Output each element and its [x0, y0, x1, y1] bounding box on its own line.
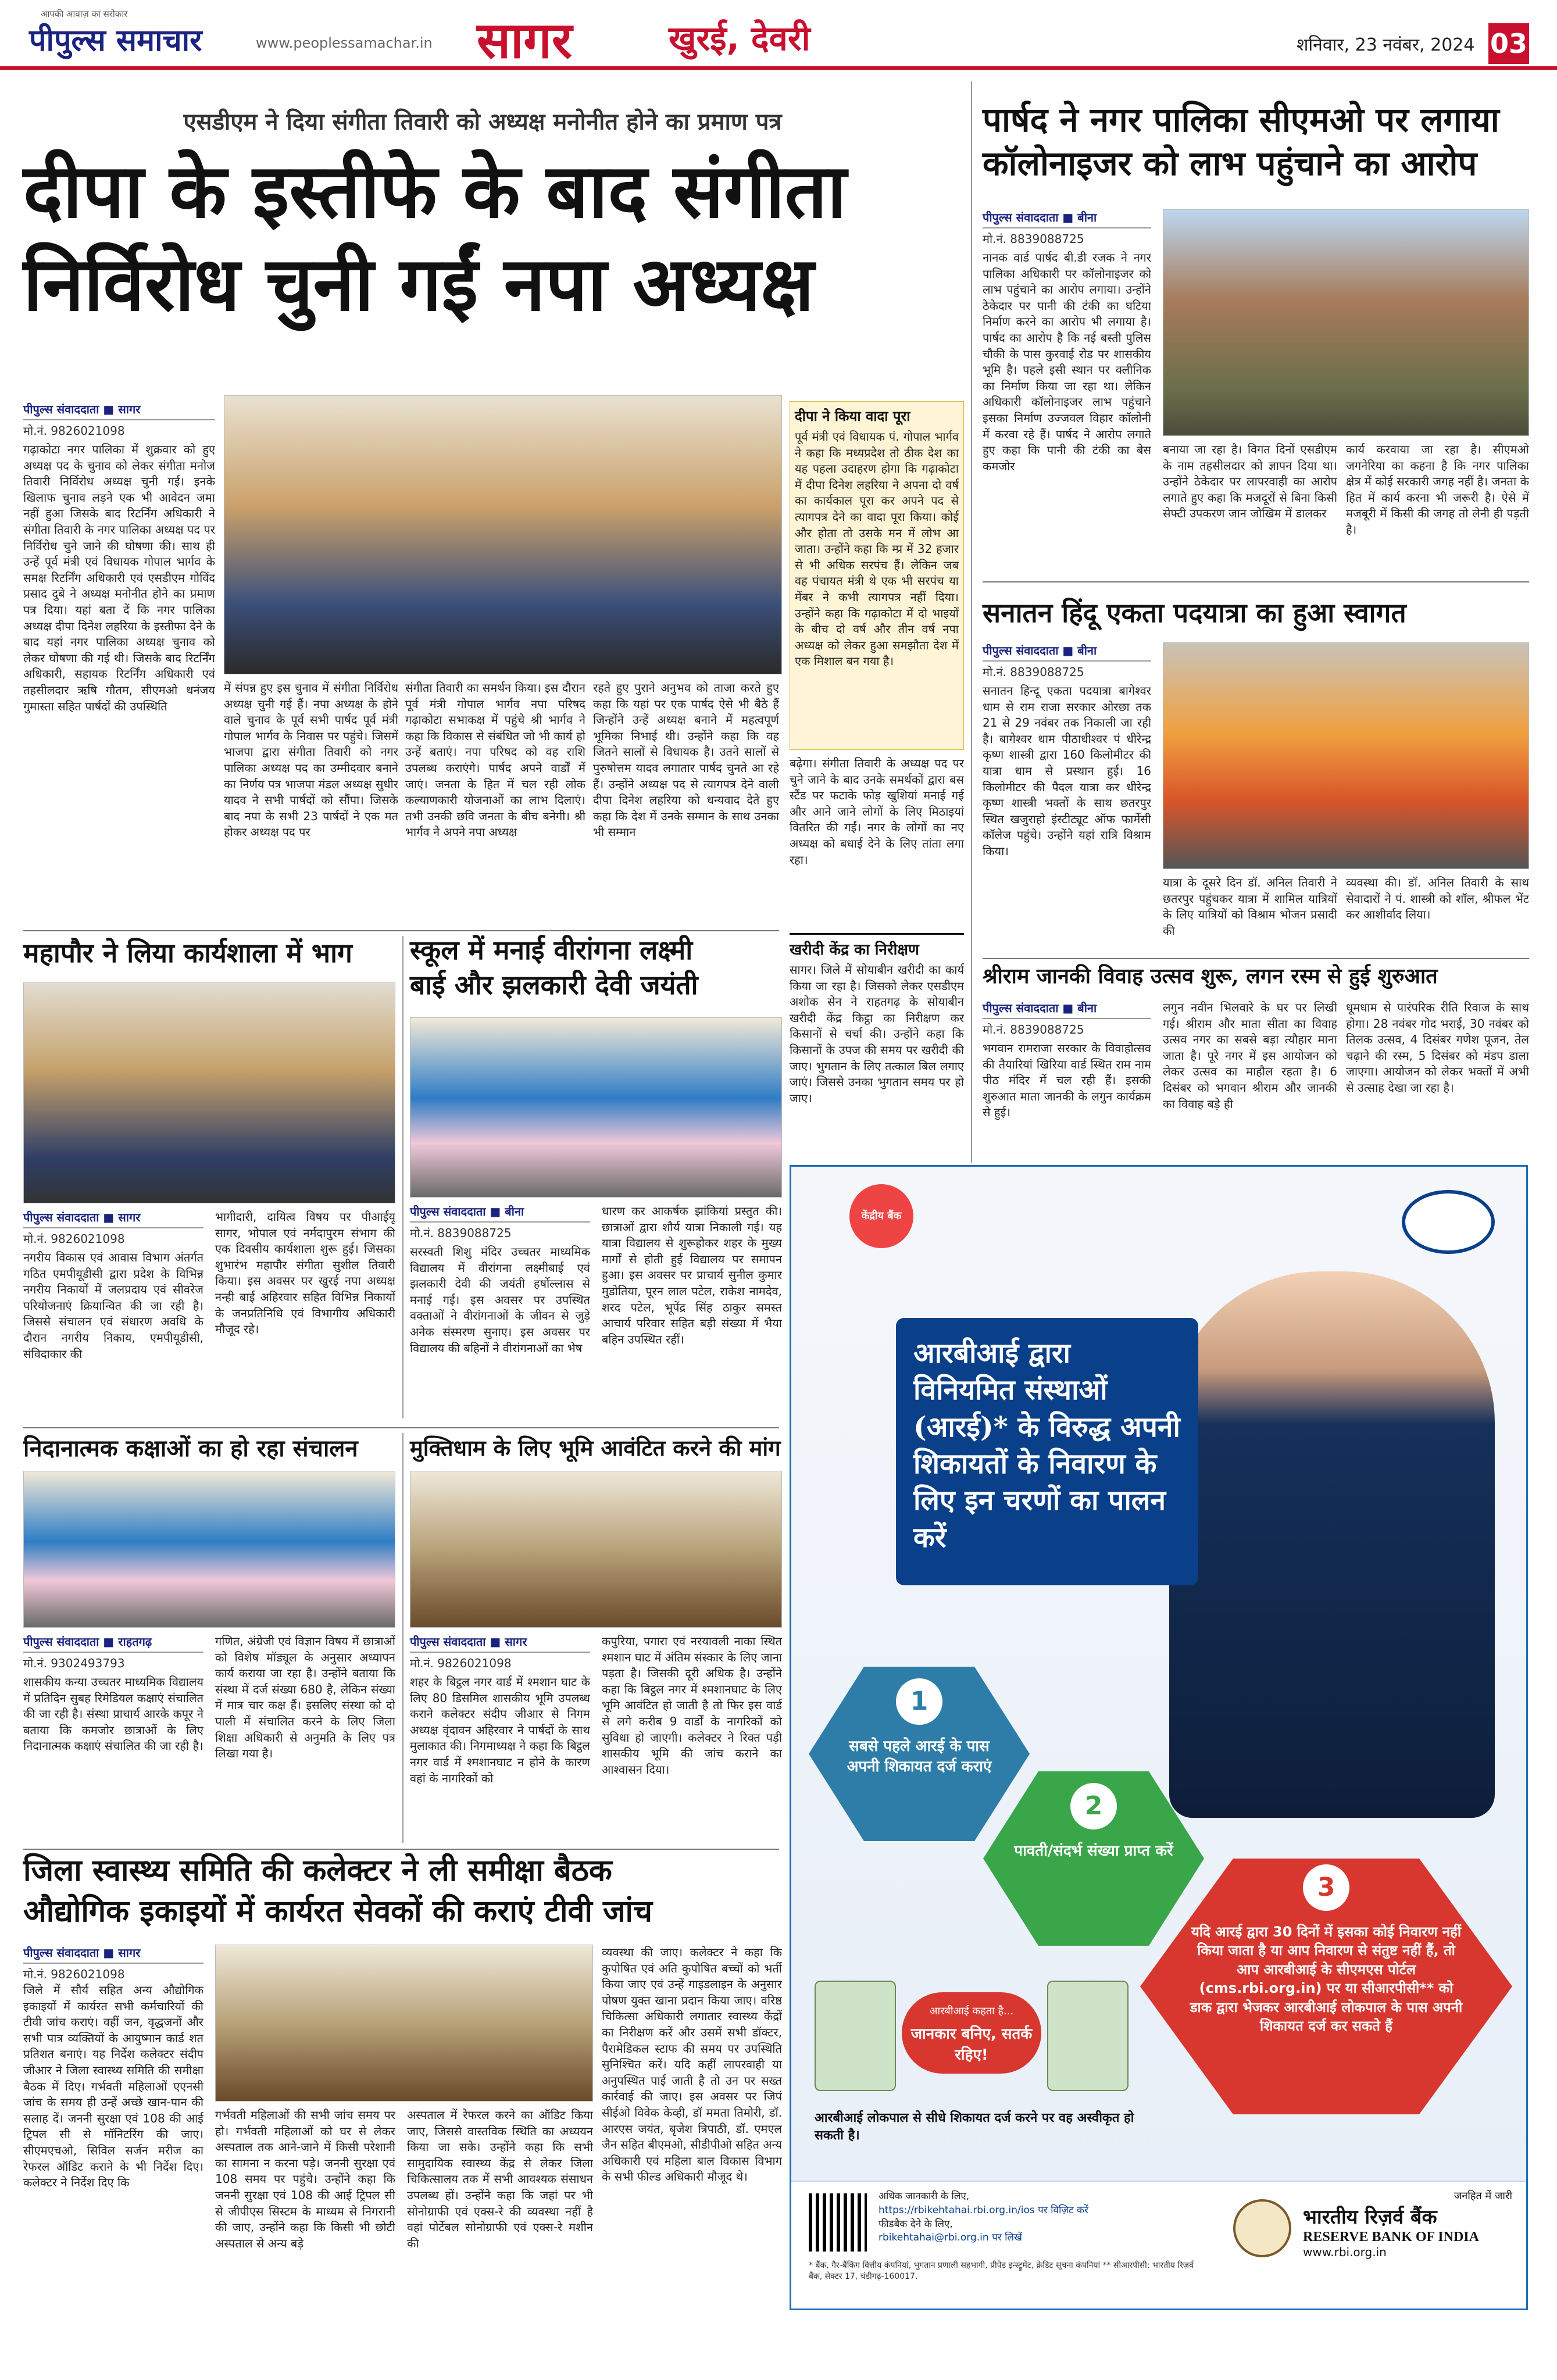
slogan-text: जानकार बनिए, सतर्क रहिए! — [910, 2025, 1033, 2064]
celebrity-figure — [1169, 1271, 1495, 1818]
right1-column-3: कार्य करवाया जा रहा है। सीएमओ जगनेरिया का कहना है कि नगर पालिका क्षेत्र में कोई सरकारी जगह नहीं है। जनता के हित में कार्य करना भी जरूरी है। ऐसे में मजबूरी में किसी की जगह तो लेनी ही पड़ती है। — [1346, 442, 1529, 537]
step-3-text: यदि आरई द्वारा 30 दिनों में इसका कोई निवारण नहीं किया जाता है या आप निवारण से संतुष्ट नहीं हैं, तो आप आरबीआई के सीएमएस पोर्टल (cms.rbi.org.in) पर या सीआरपीसी** को डाक द्वारा भेजकर आरबीआई लोकपाल के पास अपनी शिकायत दर्ज कर सकते हैं — [1190, 1924, 1463, 2034]
issue-date: शनिवार, 23 नवंबर, 2024 — [1297, 35, 1475, 55]
byline: पीपुल्स संवाददाता ■ बीना — [983, 209, 1151, 228]
city-name: सागर — [477, 11, 573, 70]
step-2-number: 2 — [1070, 1783, 1117, 1829]
byline: पीपुल्स संवाददाता ■ सागर — [23, 1209, 203, 1228]
byline: पीपुल्स संवाददाता ■ सागर — [410, 1634, 590, 1653]
ad-note: आरबीआई लोकपाल से सीधे शिकायत दर्ज करने पर वह अस्वीकृत हो सकती है। — [815, 2111, 1134, 2143]
money-character-icon — [815, 1981, 896, 2091]
byline: पीपुल्स संवाददाता ■ सागर — [23, 401, 215, 420]
mukti-headline: मुक्तिधाम के लिए भूमि आवंटित करने की मांग — [410, 1435, 781, 1461]
right2-column-3: व्यवस्था की। डॉ. अनिल तिवारी के साथ सेवादारों ने पं. शास्त्री को शॉल, श्रीफल भेंट कर आशीर्वाद लिया। — [1346, 875, 1529, 922]
health-column-3: अस्पताल में रेफरल करने का ऑडिट किया जाए, जिससे वास्तविक स्थिति का अध्ययन किया जा सके। उन्होंने कहा कि सभी सामुदायिक स्वास्थ्य केंद्र से लेकर जिला चिकित्सालय तक में सभी आवश्यक संसाधन उपलब्ध हों। उन्होंने कहा कि जहां पर भी सोनोग्राफी एवं एक्स-रे की व्यवस्था नहीं है वहां पोर्टेबल सोनोग्राफी एवं एक्स-रे मशीन की — [407, 2108, 593, 2250]
mobile-number: मो.नं. 8839088725 — [983, 1023, 1084, 1037]
step-3-number: 3 — [1303, 1864, 1349, 1911]
byline: पीपुल्स संवाददाता ■ राहतगढ़ — [23, 1634, 203, 1653]
right2-column-2: यात्रा के दूसरे दिन डॉ. अनिल तिवारी ने छतरपुर पहुंचकर यात्रा में शामिल यात्रियों के लिए यात्रियों को विश्राम भोजन प्रसादी की — [1163, 875, 1337, 938]
bank-url[interactable]: www.rbi.org.in — [1303, 2245, 1387, 2259]
subhead-kharidi: खरीदी केंद्र का निरीक्षण — [790, 933, 964, 959]
lead-column-4: रहते हुए पुराने अनुभव को ताजा करते हुए कहा कि यहां पर एक पार्षद ऐसे भी बैठे हैं जिन्होंने उन्हें अध्यक्ष बनाने में महत्वपूर्ण भूमिका निभाई थी। उन्होंने कहा कि वह जितने सालों से विधायक है। उतने सालों से पुरुषोत्तम यादव लगातार पार्षद चुनते आ रहे हैं। उन्होंने अध्यक्ष पद से त्यागपत्र देने वाली दीपा दिनेश लहरिया को धन्यवाद देते हुए कहा कि देश में उनके सम्मान के साथ उनका भी सम्मान — [593, 681, 779, 839]
mobile-number: मो.नं. 8839088725 — [983, 232, 1084, 246]
step-1-number: 1 — [896, 1678, 942, 1725]
right3-headline: श्रीराम जानकी विवाह उत्सव शुरू, लगन रस्म से हुई शुरुआत — [983, 964, 1438, 988]
ad-issuer — [1303, 2189, 1512, 2259]
slogan-badge — [902, 1992, 1041, 2074]
right2-headline: सनातन हिंदू एकता पदयात्रा का हुआ स्वागत — [983, 597, 1406, 628]
health-column-4: व्यवस्था की जाए। कलेक्टर ने कहा कि कुपोषित एवं अति कुपोषित बच्चों को भर्ती किया जाए एवं उन्हें गाइडलाइन के अनुसार पोषण युक्त खाना प्रदान किया जाए। वरिष्ठ चिकित्सा अधिकारी लगातार स्वास्थ्य केंद्रों का निरीक्षण करें और उसमें सभी डॉक्टर, पैरामेडिकल स्टाफ की समय पर उपस्थिति सुनिश्चित करें। यदि कहीं लापरवाही या अनुपस्थित पाई जाती है तो उन पर सख्त कार्रवाई की जाए। इस अवसर पर जिपं सीईओ विवेक केव्ही, डॉ ममता तिमोरी, डॉ. आरएस जयंत, बृजेश त्रिपाठी, डॉ. एमएल जैन सहित बीएमओ, सीडीपीओ सहित अन्य अधिकारी एवं महिला बाल विकास विभाग के सभी फील्ड अधिकारी मौजूद थे। — [602, 1945, 782, 2184]
school-headline-2: बाई और झलकारी देवी जयंती — [410, 969, 698, 1000]
website-url[interactable]: www.peoplessamachar.in — [256, 35, 433, 51]
info-email[interactable]: rbikehtahai@rbi.org.in पर लिखें — [879, 2232, 1022, 2244]
school-photo — [410, 1017, 782, 1198]
rbi-mascot-icon: केंद्रीय बैंक — [849, 1184, 913, 1248]
side-box — [790, 401, 964, 750]
nidan-column-2: गणित, अंग्रेजी एवं विज्ञान विषय में छात्राओं को विशेष मॉड्यूल के अनुसार अध्यापन कार्य कराया जा रहा है। उन्होंने बताया कि संस्था में दर्ज संख्या 680 है, लेकिन संख्या में मात्र चार कक्ष हैं। इसलिए संस्था को दो पाली में संचालित करने के लिए जिला शिक्षा अधिकारी से अनुमति के लिए पत्र लिखा गया है। — [215, 1634, 395, 1761]
construction-photo — [1163, 209, 1529, 436]
rbi-emblem-icon — [1233, 2199, 1291, 2257]
byline: पीपुल्स संवाददाता ■ बीना — [983, 642, 1151, 662]
info-line-2: फीडबैक देने के लिए, — [879, 2218, 953, 2230]
health-headline-1: जिला स्वास्थ्य समिति की कलेक्टर ने ली समीक्षा बैठक — [23, 1853, 612, 1888]
bank-name-hindi: भारतीय रिज़र्व बैंक — [1303, 2206, 1437, 2229]
column-rule — [402, 1433, 403, 1843]
classroom-photo — [23, 1471, 395, 1628]
tagline: आपकी आवाज़ का सरोकार — [41, 9, 128, 19]
padyatra-photo — [1163, 642, 1529, 869]
divider — [23, 1849, 779, 1850]
mobile-number: मो.नं. 9826021098 — [23, 424, 125, 438]
kharidi-body: सागर। जिले में सोयाबीन खरीदी का कार्य किया जा रहा है। जिसको लेकर एसडीएम अशोक सेन ने राहतगढ़ के सोयाबीन खरीदी केंद्र किट्ठा का निरीक्षण कर किसानों से चर्चा की। उन्होंने कहा कि किसानों के उपज की समय पर खरीदी की जाए। भुगतान के लिए तत्काल बिल लगाए जाएं। जिससे उनका भुगतान समय पर हो जाए। — [790, 963, 964, 1105]
mahapaur-column-1: नगरीय विकास एवं आवास विभाग अंतर्गत गठित एमपीयूडीसी द्वारा प्रदेश के विभिन्न नगरीय निकायों में जलप्रदाय एवं सीवरेज परियोजनाएं क्रियान्वित की जा रही है। जिससे संचालन एवं संधारण अवधि के दौरान नगरीय निकाय, एमपीयूडीसी, संविदाकार की — [23, 1250, 203, 1361]
mahapaur-headline: महापौर ने लिया कार्यशाला में भाग — [23, 937, 352, 969]
mukti-column-2: कपुरिया, पगारा एवं नरयावली नाका स्थित श्मशान घाट में अंतिम संस्कार के लिए जाना पड़ता है। जिसकी दूरी अधिक है। उन्होंने कहा कि बिट्ठल नगर में श्मशानघाट के लिए भूमि आवंटित हो जाती है तो फिर इस वार्ड से लगे करीब 9 वार्डों के नागरिकों को सुविधा हो जाएगी। कलेक्टर ने रिक्त पड़ी शासकीय भूमि की जांच कराने का आश्वासन दिया। — [602, 1634, 782, 1777]
divider — [983, 958, 1529, 959]
mobile-number: मो.नं. 9826021098 — [410, 1656, 512, 1670]
byline: पीपुल्स संवाददाता ■ सागर — [23, 1945, 203, 1964]
mukti-photo — [410, 1471, 782, 1628]
divider — [23, 930, 779, 931]
side-box-body: पूर्व मंत्री एवं विधायक पं. गोपाल भार्गव ने कहा कि मध्यप्रदेश तो ठीक देश का यह पहला उदाहरण होगा कि गढ़ाकोटा में दीपा दिनेश लहरिया ने अपना दो वर्ष का कार्यकाल पूरा कर अपने पद से त्यागपत्र देने का वादा पूरा किया। कोई और होता तो उसके मन में लोभ आ जाता। उन्होंने कहा कि म्प्र में 32 हजार से भी अधिक सरपंच हैं। लेकिन जब वह पंचायत मंत्री थे एक भी सरपंच या मेंबर ने कभी त्यागपत्र नहीं दिया। उन्होंने कहा कि गढ़ाकोटा में दो भाइयों के बीच दो वर्ष और तीन वर्ष नपा अध्यक्ष को लेकर हुआ समझौता देश में एक मिशाल बन गया है। — [795, 430, 959, 669]
nidan-column-1: शासकीय कन्या उच्चतर माध्यमिक विद्यालय में प्रतिदिन सुबह रिमेडियल कक्षाएं संचालित की जा रही है। संस्था प्राचार्य आरके कपूर ने बताया कि कमजोर छात्राओं के लिए निदानात्मक कक्षाएं संचालित की जा रही है। — [23, 1675, 203, 1753]
lead-column-3: संगीता तिवारी का समर्थन किया। इस दौरान पूर्व मंत्री गोपाल भार्गव नपा परिषद गढ़ाकोटा सभाकक्ष में पहुंचे श्री भार्गव ने कहा कि विकास से संबंधित जो भी कार्य हो उन्हें बताएं। नपा परिषद को वह राशि उपलब्ध कराएंगे। पार्षद अपने वार्डों में जाएं। जनता के हित में चल रही लोक कल्याणकारी योजनाओं का लाभ दिलाएं। तभी उनकी छवि जनता के बीच बनेगी। श्री भार्गव ने अपने नपा अध्यक्ष — [405, 681, 585, 839]
masthead — [0, 0, 1557, 70]
rbi-90-years-icon — [1402, 1190, 1495, 1254]
lead-headline-1: दीपा के इस्तीफे के बाद संगीता — [23, 148, 847, 235]
column-rule — [402, 936, 403, 1418]
right1-headline-2: कॉलोनाइजर को लाभ पहुंचाने का आरोप — [983, 144, 1477, 183]
issuer-label: जनहित में जारी — [1454, 2190, 1512, 2202]
right3-column-3: धूमधाम से पारंपरिक रीति रिवाज के साथ होगा। 28 नवंबर गोद भराई, 30 नवंबर को तिलक उत्सव, 4 दिसंबर गणेश पूजन, तेल चढ़ाने की रस्म, 5 दिसंबर को मंडप डाला जाएगा। आयोजन को लेकर भक्तों में अभी से उत्साह देखा जा रहा है। — [1346, 1000, 1529, 1095]
health-column-2: गर्भवती महिलाओं की सभी जांच समय पर हो। गर्भवती महिलाओं को घर से लेकर अस्पताल तक आने-जाने में किसी परेशानी का सामना न करना पड़े। जननी सुरक्षा एवं 108 समय पर पहुंचे। उन्होंने कहा कि जननी सुरक्षा एवं 108 की आई ट्रिपल सी से जीपीएस सिस्टम के माध्यम से निगरानी की जाए, उन्होंने कहा कि किसी भी छोटी अस्पताल से अन्य बड़े — [215, 2108, 395, 2250]
step-2-text: पावती/संदर्भ संख्या प्राप्त करें — [1014, 1842, 1173, 1860]
page-number: 03 — [1488, 23, 1529, 64]
mobile-number: मो.नं. 8839088725 — [983, 665, 1084, 679]
right3-column-2: लगुन नवीन भिलवारे के घर पर लिखी गई। श्रीराम और माता सीता का विवाह उत्सव नगर का सबसे बड़ा त्यौहार माना जाता है। पूरे नगर में इस आयोजन को लेकर उत्सव का माहौल रहता है। 6 दिसंबर को भगवान श्रीराम और जानकी का विवाह बड़े ही — [1163, 1000, 1337, 1111]
mobile-number: मो.नं. 9302493793 — [23, 1656, 125, 1670]
towns-name: खुरई, देवरी — [669, 19, 810, 58]
health-column-1: जिले में सौर्य सहित अन्य औद्योगिक इकाइयों में कार्यरत सभी कर्मचारियों की टीवी जांच कराएं। वहीं जन, वृद्धजनों और सभी पात्र व्यक्तियों के आयुष्मान कार्ड शत प्रतिशत बनाएं। यह निर्देश कलेक्टर संदीप जीआर ने जिला स्वास्थ्य समिति की समीक्षा बैठक में दिए। गर्भवती महिलाओं एएनसी जांच के समय ही उन्हें अच्छे खान-पान की सलाह दें। जननी सुरक्षा एवं 108 की आई ट्रिपल सी से मॉनिटरिंग की जाए। सीएमएचओ, सिविल सर्जन मरीज का रेफरल ऑडिट कराने के भी निर्देश दिए। कलेक्टर ने निर्देश दिए कि — [23, 1983, 203, 2190]
ad-footer — [791, 2181, 1526, 2308]
lead-column-2: में संपन्न हुए इस चुनाव में संगीता निर्विरोध अध्यक्ष चुनी गई हैं। नपा अध्यक्ष के होने वाले चुनाव के पूर्व सभी पार्षद पूर्व मंत्री गोपाल भार्गव के निवास पर पहुंचे। जिसमें भाजपा द्वारा संगीता तिवारी को नगर पालिका अध्यक्ष पद का उम्मीदवार बनाने का निर्णय पत्र भाजपा मंडल अध्यक्ष सुधीर यादव ने सभी पार्षदों को सौंपा। जिसके बाद नपा के सभी 23 पार्षदों ने एक मत होकर अध्यक्ष पद पर — [224, 681, 398, 839]
mahapaur-column-2: भागीदारी, दायित्व विषय पर पीआईयू सागर, भोपाल एवं नर्मदापुरम संभाग की एक दिवसीय कार्यशाला शुरू हुई। जिसका शुभारंभ महापौर संगीता सुशील तिवारी किया। इस अवसर पर खुरई नपा अध्यक्ष नन्ही बाई अहिरवार सहित विभिन्न निकायों के जनप्रतिनिधि एवं विभागीय अधिकारी मौजूद रहे। — [215, 1210, 395, 1336]
mobile-number: मो.नं. 9826021098 — [23, 1967, 125, 1981]
step-1-text: सबसे पहले आरई के पास अपनी शिकायत दर्ज कराएं — [847, 1738, 992, 1776]
ad-info — [879, 2190, 1192, 2245]
column-rule — [971, 81, 972, 1163]
divider — [23, 1427, 779, 1428]
right1-column-1: नानक वार्ड पार्षद बी.डी रजक ने नगर पालिका अधिकारी पर कॉलोनाइजर को लाभ पहुंचाने का आरोप लगाया। उन्होंने ठेकेदार पर पानी की टंकी का घटिया निर्माण करने का आरोप भी लगाया है। पार्षद का आरोप है कि नई बस्ती पुलिस चौकी के पास कुरवाई रोड पर शासकीय भूमि है। पहले इसी स्थान पर क्लीनिक का निर्माण किया जा रहा था। लेकिन अधिकारी कॉलोनाइजर लाभ पहुंचाने इसका निर्माण उज्जवल विहार कॉलोनी में करवा रहे हैं। पार्षद ने आरोप लगाते हुए कहा कि पानी की टंकी का बेस कमजोर — [983, 251, 1151, 473]
nidan-headline: निदानात्मक कक्षाओं का हो रहा संचालन — [23, 1435, 358, 1462]
ad-title-box — [896, 1318, 1198, 1585]
lead-photo — [224, 395, 782, 674]
lead-kicker: एसडीएम ने दिया संगीता तिवारी को अध्यक्ष मनोनीत होने का प्रमाण पत्र — [183, 109, 782, 135]
info-link[interactable]: https://rbikehtahai.rbi.org.in/ios पर विज़िट करें — [879, 2204, 1088, 2216]
ad-footnote: * बैंक, गैर-बैंकिंग वित्तीय कंपनियां, भुगतान प्रणाली सहभागी, प्रीपेड इन्स्ट्रूमेंट, क्रेडिट सूचना कंपनियां ** सीआरपीसी: भारतीय रिज़र्व बैंक, सेक्टर 17, चंडीगढ़-160017. — [809, 2261, 1194, 2281]
mobile-number: मो.नं. 8839088725 — [410, 1226, 512, 1240]
lead-column-5: बढ़ेगा। संगीता तिवारी के अध्यक्ष पद पर चुने जाने के बाद उनके समर्थकों द्वारा बस स्टैंड पर फटाके फोड़ खुशियां मनाई गई और आने जाने लोगों के लिए मिठाइयां वितरित की गईं। नगर के लोगों का नए अध्यक्ष को बधाई देने के लिए तांता लगा रहा। — [790, 756, 964, 867]
right2-column-1: सनातन हिन्दू एकता पदयात्रा बागेश्वर धाम से राम राजा सरकार ओरछा तक 21 से 29 नवंबर तक निकाली जा रही है। बागेश्वर धाम पीठाधीश्वर पं धीरेन्द्र कृष्ण शास्त्री द्वारा 160 किलोमीटर की यात्रा धाम से प्रस्थान हुई। 16 किलोमीटर की पैदल यात्रा कर धीरेन्द्र कृष्ण शास्त्री भक्तों के साथ छतरपुर स्थित खजुराहो इंस्टीट्यूट ऑफ फार्मेसी कॉलेज पहुंचे। उन्होंने यहां रात्रि विश्राम किया। — [983, 684, 1151, 858]
money-character-icon — [1047, 1981, 1129, 2091]
byline: पीपुल्स संवाददाता ■ बीना — [410, 1203, 590, 1223]
health-meeting-photo — [215, 1945, 593, 2102]
lead-headline-2: निर्विरोध चुनी गईं नपा अध्यक्ष — [23, 241, 815, 328]
right1-headline-1: पार्षद ने नगर पालिका सीएमओ पर लगाया — [983, 100, 1499, 140]
health-headline-2: औद्योगिक इकाइयों में कार्यरत सेवकों की कराएं टीवी जांच — [23, 1893, 653, 1929]
mobile-number: मो.नं. 9826021098 — [23, 1232, 125, 1246]
divider — [983, 581, 1529, 583]
school-headline-1: स्कूल में मनाई वीरांगना लक्ष्मी — [410, 934, 693, 966]
slogan-badge-text: आरबीआई कहता है... — [929, 2005, 1014, 2017]
school-column-2: धारण कर आकर्षक झांकियां प्रस्तुत की। छात्राओं द्वारा शौर्य यात्रा निकाली गई। यह यात्रा विद्यालय से शुरूहोकर शहर के मुख्य मार्गों से होती हुई विद्यालय पर समापन हुआ। इस अवसर पर प्राचार्य सुनील कुमार मुडोतिया, पूरन लाल पटेल, राकेश नामदेव, शरद पटेल, भूपेंद्र सिंह ठाकुर समस्त आचार्य परिवार सहित बड़ी संख्या में भैया बहिन उपस्थित रहीं। — [602, 1204, 782, 1346]
newspaper-logo: पीपुल्स समाचार — [29, 23, 202, 58]
workshop-photo — [23, 982, 395, 1203]
lead-column-1: गढ़ाकोटा नगर पालिका में शुक्रवार को हुए अध्यक्ष पद के चुनाव को लेकर संगीता मनोज तिवारी निर्विरोध अध्यक्ष चुनी गई। इनके खिलाफ चुनाव लड़ने एक भी आवेदन जमा नहीं हुआ जिसके बाद रिटर्निंग अधिकारी ने संगीता तिवारी के नगर पालिका अध्यक्ष पद पर निर्विरोध चुने जाने की घोषणा की। साथ ही उन्हें पूर्व मंत्री एवं विधायक गोपाल भार्गव के समक्ष रिटर्निंग अधिकारी एवं एसडीएम गोविंद प्रसाद दुबे ने अध्यक्ष मनोनीत होने का प्रमाण पत्र दिया। यहां बता दें कि नगर पालिका अध्यक्ष दीपा दिनेश लहरिया के इस्तीफा देने के बाद यहां नगर पालिका अध्यक्ष चुनाव को लेकर घोषणा की गई थी। जिसके बाद रिटर्निंग अधिकारी, सहायक रिटर्निंग अधिकारी एवं तहसीलदार ऋषि गौतम, सीएमओ धनंजय गुमास्ता सहित पार्षदों की उपस्थिति — [23, 442, 215, 713]
right1-column-2: बनाया जा रहा है। विगत दिनों एसडीएम के नाम तहसीलदार को ज्ञापन दिया था। उन्होंने ठेकेदार पर लापरवाही का आरोप लगाते हुए कहा कि मजदूरों से बिना किसी सेफ्टी उपकरण जान जोखिम में डालकर — [1163, 442, 1337, 521]
qr-code-icon[interactable] — [809, 2193, 867, 2252]
right3-column-1: भगवान रामराजा सरकार के विवाहोत्सव की तैयारियां खिरिया वार्ड स्थित राम नाम पीठ मंदिर में चल रही हैं। इसकी शुरुआत माता जानकी के लगुन कार्यक्रम से हुई। — [983, 1041, 1151, 1120]
info-line-1: अधिक जानकारी के लिए, — [879, 2190, 970, 2202]
side-box-heading: दीपा ने किया वादा पूरा — [795, 408, 910, 424]
byline: पीपुल्स संवाददाता ■ बीना — [983, 1000, 1151, 1019]
mukti-column-1: शहर के बिट्ठल नगर वार्ड में श्मशान घाट के लिए 80 डिसमिल शासकीय भूमि उपलब्ध कराने कलेक्टर संदीप जीआर से निगम अध्यक्ष वृंदावन अहिरवार ने पार्षदों के साथ मुलाकात की। निगमाध्यक्ष ने कहा कि बिट्ठल नगर वार्ड में श्मशानघाट न होने के कारण वहां के नागरिकों को — [410, 1675, 590, 1785]
rbi-advertisement[interactable] — [790, 1165, 1528, 2310]
bank-name-english: RESERVE BANK OF INDIA — [1303, 2229, 1479, 2245]
ad-title: आरबीआई द्वारा विनियमित संस्थाओं (आरई)* के विरुद्ध अपनी शिकायतों के निवारण के लिए इन चरणों का पालन करें — [913, 1337, 1180, 1554]
school-column-1: सरस्वती शिशु मंदिर उच्चतर माध्यमिक विद्यालय में वीरांगना लक्ष्मीबाई एवं झलकारी देवी की जयंती हर्षोल्लास से मनाई गई। इस अवसर पर उपस्थित वक्ताओं ने वीरांगनाओं के जीवन से जुड़े अनेक संस्मरण सुनाए। इस अवसर पर विद्यालय की बहिनों ने वीरांगनाओं का भेष — [410, 1245, 590, 1355]
